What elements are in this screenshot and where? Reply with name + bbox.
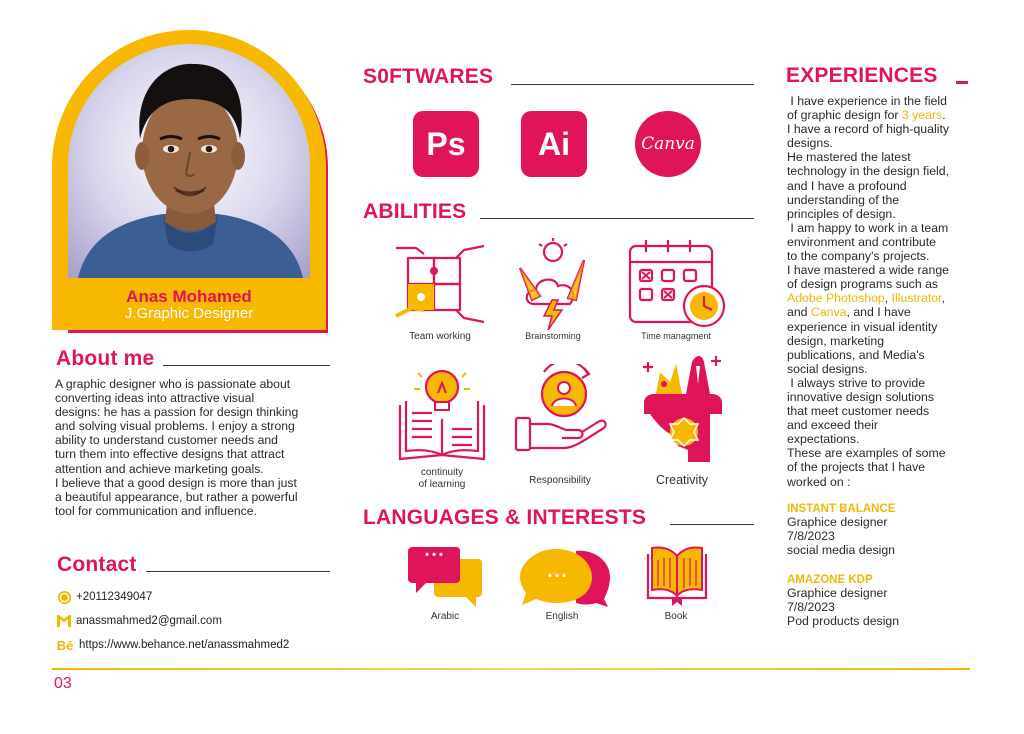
ability-label: Responsibility xyxy=(529,475,591,486)
exp-line: design, marketing xyxy=(787,333,885,348)
exp-line xyxy=(787,108,977,122)
ability-label: Team working xyxy=(409,331,471,342)
exp-line: I am happy to work in a team xyxy=(787,220,949,235)
exp-line: and exceed their xyxy=(787,418,878,433)
languages-rule xyxy=(670,524,754,525)
profile-name: Anas Mohamed xyxy=(126,287,252,306)
experience-text xyxy=(787,94,977,489)
canva-icon: Canva xyxy=(635,111,701,177)
exp-fragment: . xyxy=(942,108,946,123)
exp-fragment: , and I have xyxy=(846,305,911,320)
exp-line xyxy=(787,291,977,305)
language-label: Arabic xyxy=(430,611,460,622)
exp-line: of design programs such as xyxy=(787,277,939,292)
profile-photo xyxy=(68,44,310,278)
about-rule xyxy=(163,365,330,366)
ability-label: Creativity xyxy=(655,473,709,487)
project-type: Pod products design xyxy=(787,614,900,629)
exp-line xyxy=(787,305,977,319)
exp-line: principles of design. xyxy=(787,206,896,221)
ability-label: continuity of learning xyxy=(418,467,466,490)
exp-program: Adobe Photoshop xyxy=(787,291,885,306)
contact-rule xyxy=(146,571,330,572)
contact-behance[interactable]: https://www.behance.net/anassmahmed2 xyxy=(79,639,290,651)
project-date: 7/8/2023 xyxy=(787,529,835,544)
interest-label: Book xyxy=(664,611,688,622)
about-line: a beautiful appearance, but rather a powerful xyxy=(55,489,298,504)
exp-fragment: , xyxy=(884,291,892,306)
experiences-rule xyxy=(956,81,968,84)
creative-head-icon xyxy=(640,354,726,475)
gmail-icon xyxy=(56,613,72,629)
softwares-title: S0FTWARES xyxy=(363,65,494,88)
english-chat-dots: • • • xyxy=(548,570,566,582)
brainstorming-icon xyxy=(512,238,594,335)
contact-behance-row[interactable] xyxy=(55,637,289,653)
project-title: INSTANT BALANCE xyxy=(787,503,896,515)
about-line: tool for communication and influence. xyxy=(55,503,257,518)
project-role: Graphice designer xyxy=(787,586,888,600)
illustrator-icon: Ai xyxy=(521,111,587,177)
exp-line: These are examples of some xyxy=(787,446,946,461)
exp-line: I always strive to provide xyxy=(787,375,926,390)
about-title: About me xyxy=(56,347,155,370)
behance-icon xyxy=(55,637,75,653)
ability-label: Brainstorming xyxy=(525,331,581,341)
arabic-chat-dots: • • • xyxy=(425,549,443,561)
contact-email-row[interactable] xyxy=(56,613,222,629)
book-idea-icon xyxy=(398,363,486,468)
exp-line: social designs. xyxy=(787,361,868,376)
contact-phone[interactable]: +20112349047 xyxy=(76,591,153,603)
exp-line: He mastered the latest xyxy=(787,150,911,165)
exp-fragment: , xyxy=(941,291,945,306)
experiences-title: EXPERIENCES xyxy=(786,64,938,87)
about-line: attention and achieve marketing goals. xyxy=(55,461,264,476)
whatsapp-icon xyxy=(56,589,72,605)
exp-line: that meet customer needs xyxy=(787,404,930,419)
about-line: ability to understand customer needs and xyxy=(55,433,278,448)
exp-fragment: and xyxy=(787,305,811,320)
hand-person-icon xyxy=(514,364,608,461)
project-type: social media design xyxy=(787,543,896,558)
project-item xyxy=(787,503,977,558)
exp-program: Canva xyxy=(810,305,847,320)
exp-fragment: of graphic design for xyxy=(787,108,902,123)
book-icon xyxy=(644,544,710,611)
about-line: turn them into effective designs that attract xyxy=(55,447,285,462)
contact-title: Contact xyxy=(57,553,137,576)
exp-program: Illustrator xyxy=(891,291,942,306)
ability-label: Time managment xyxy=(641,331,711,341)
page-number: 03 xyxy=(54,675,72,692)
exp-line: understanding of the xyxy=(787,192,900,207)
footer-rule xyxy=(52,668,970,670)
about-line: and solving visual problems. I enjoy a strong xyxy=(55,419,295,434)
project-role: Graphice designer xyxy=(787,515,888,529)
exp-line xyxy=(787,94,977,108)
exp-years: 3 years xyxy=(901,108,943,123)
exp-line: environment and contribute xyxy=(787,234,937,249)
exp-fragment: I have experience in the field xyxy=(787,94,947,108)
about-text xyxy=(55,377,335,518)
exp-line: expectations. xyxy=(787,432,860,447)
exp-line: designs. xyxy=(787,136,833,151)
exp-line: innovative design solutions xyxy=(787,389,934,404)
languages-title: LANGUAGES & INTERESTS xyxy=(363,506,647,529)
behance-mark: Bē xyxy=(56,637,74,653)
exp-line: of the projects that I have xyxy=(787,460,926,475)
project-title: AMAZONE KDP xyxy=(787,574,873,586)
abilities-title: ABILITIES xyxy=(363,200,467,223)
exp-line: I have a record of high-quality xyxy=(787,122,950,137)
exp-line: technology in the design field, xyxy=(787,164,950,179)
about-line: converting ideas into attractive visual xyxy=(55,391,255,406)
contact-phone-row[interactable] xyxy=(56,589,152,605)
exp-line: publications, and Media's xyxy=(787,347,925,362)
photoshop-icon: Ps xyxy=(413,111,479,177)
softwares-rule xyxy=(511,84,754,85)
calendar-clock-icon xyxy=(628,238,726,333)
about-line: A graphic designer who is passionate about xyxy=(55,377,291,391)
project-date: 7/8/2023 xyxy=(787,600,835,615)
exp-line: experience in visual identity xyxy=(787,319,938,334)
profile-role: J.Graphic Designer xyxy=(124,305,254,322)
about-line: I believe that a good design is more than just xyxy=(55,475,297,490)
exp-line: to the company's projects. xyxy=(787,249,930,264)
contact-email[interactable]: anassmahmed2@gmail.com xyxy=(76,615,222,627)
language-label: English xyxy=(545,611,579,622)
about-line: designs: he has a passion for design thinking xyxy=(55,405,299,420)
project-item xyxy=(787,574,977,629)
exp-line: and I have a profound xyxy=(787,178,907,193)
team-working-icon xyxy=(394,236,486,337)
exp-line: I have mastered a wide range xyxy=(787,263,950,278)
exp-line: worked on : xyxy=(787,474,851,489)
abilities-rule xyxy=(480,218,754,219)
